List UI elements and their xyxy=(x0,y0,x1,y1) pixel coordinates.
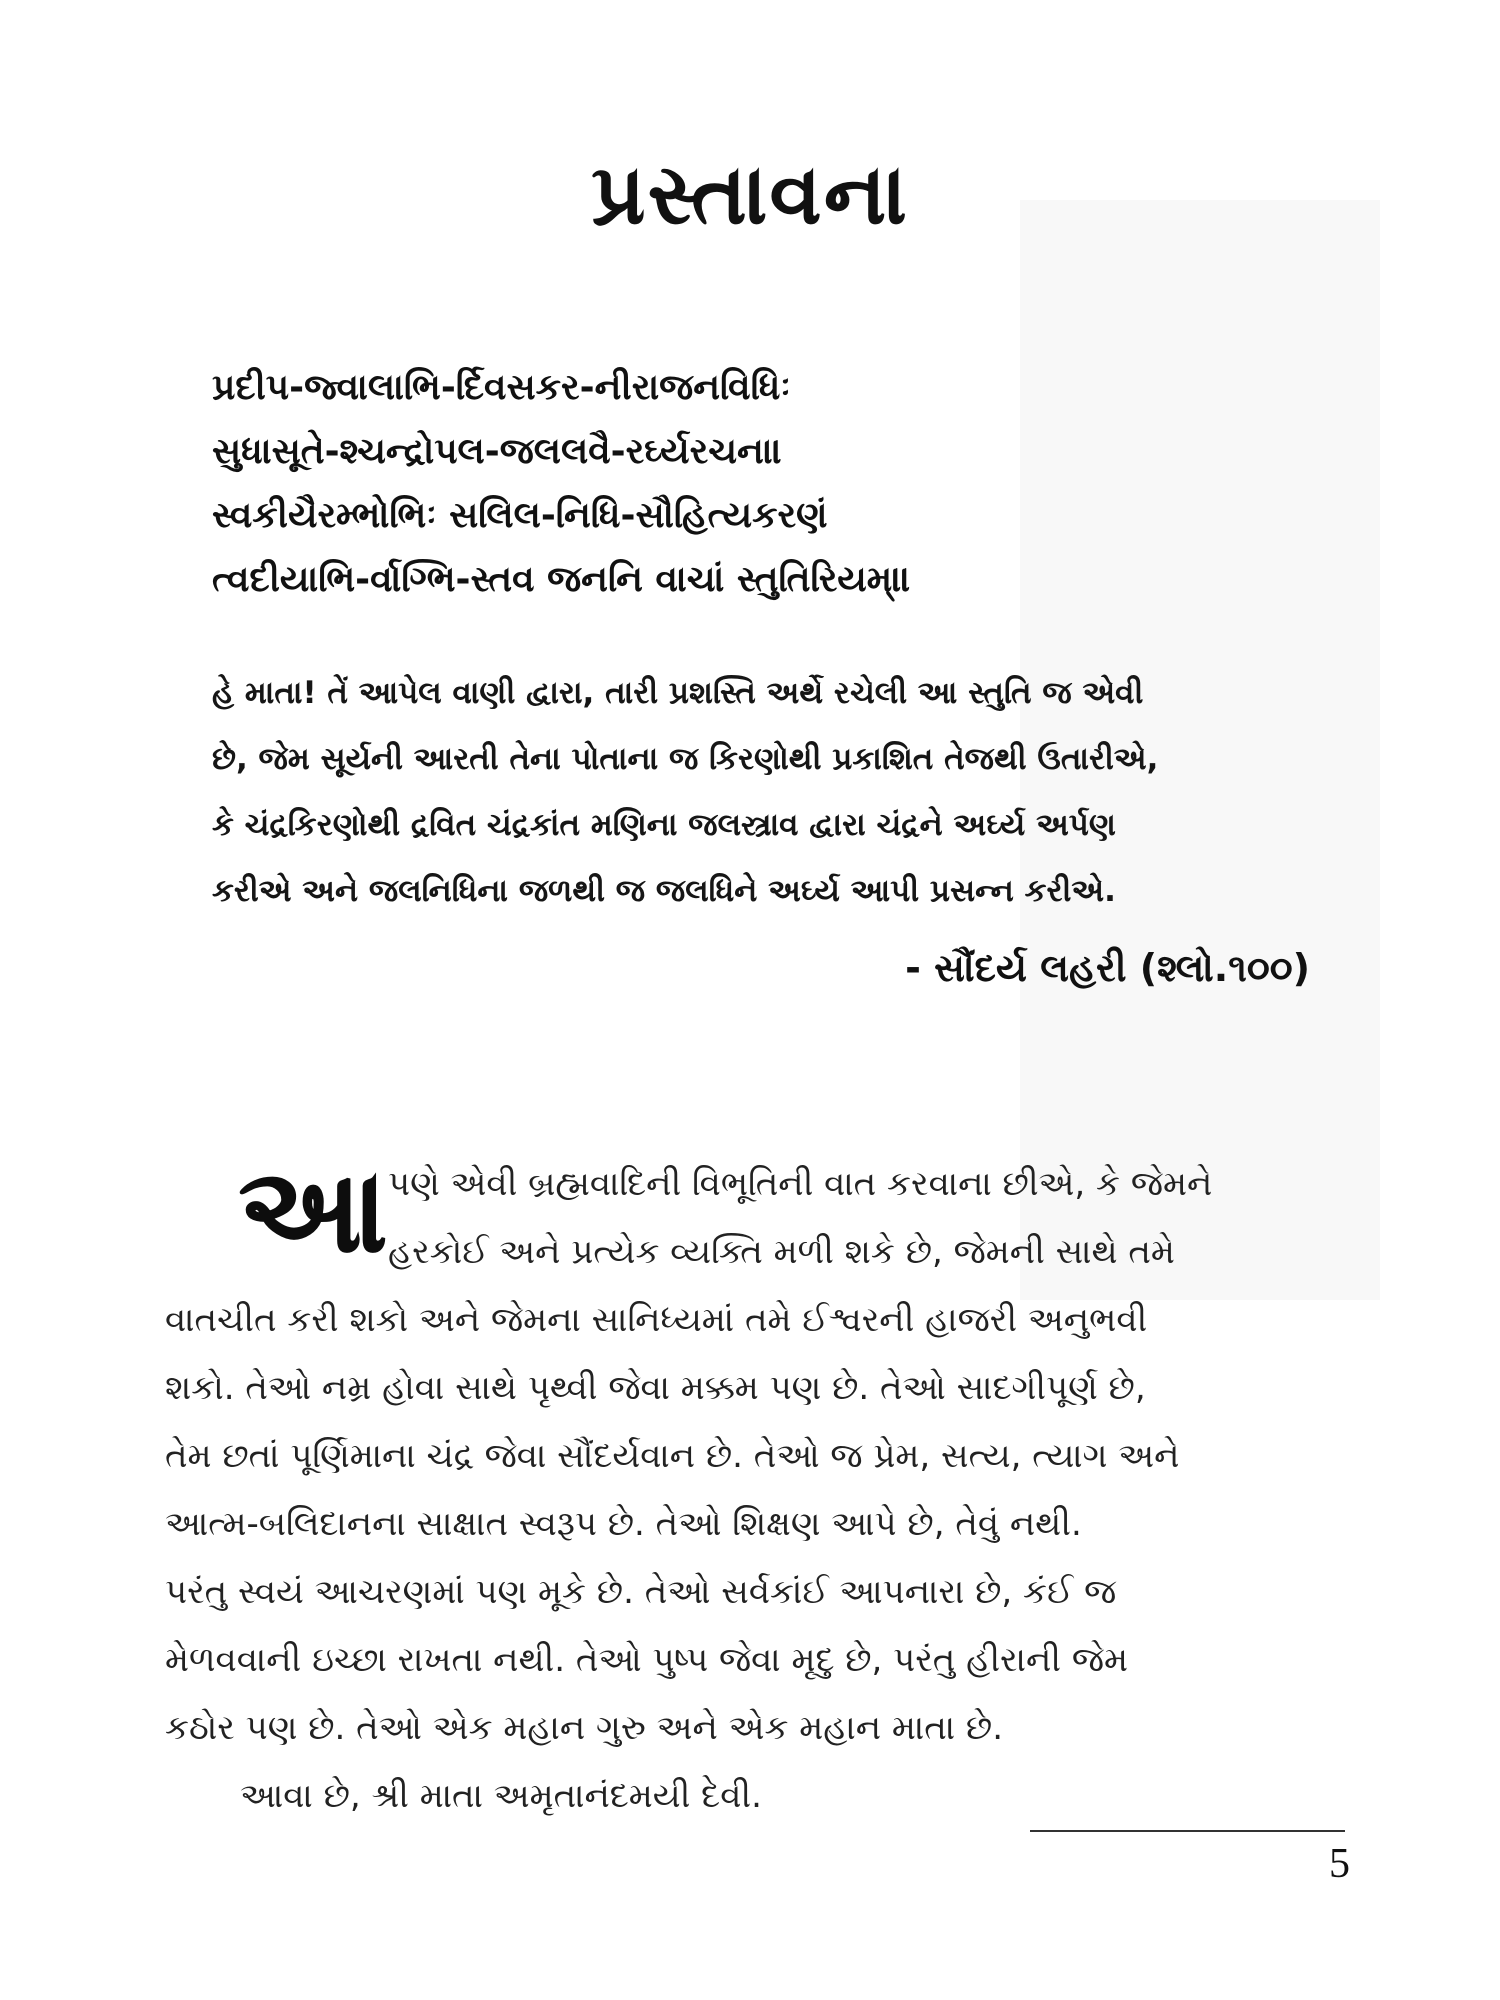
verse-attribution: - સૌંદર્ય લહરી (શ્લો.૧૦૦) xyxy=(905,946,1310,990)
page-number: 5 xyxy=(1329,1841,1350,1887)
body-line: શકો. તેઓ નમ્ર હોવા સાથે પૃથ્વી જેવા મક્કમ પણ છે. તેઓ સાદગીપૂર્ણ છે, xyxy=(165,1368,1146,1408)
body-line: મેળવવાની ઇચ્છા રાખતા નથી. તેઓ પુષ્પ જેવા મૃદુ છે, પરંતુ હીરાની જેમ xyxy=(165,1640,1128,1680)
meaning-line: કે ચંદ્રકિરણોથી દ્રવિત ચંદ્રકાંત મણિના જલસ્ત્રાવ દ્વારા ચંદ્રને અર્ઘ્ય અર્પણ xyxy=(212,807,1116,843)
verse-line: સુધાસૂતે-શ્ચન્દ્રોપલ-જલલવૈ-રર્ઘ્યરચના। xyxy=(212,431,783,472)
drop-cap: આ xyxy=(238,1141,385,1279)
meaning-line: કરીએ અને જલનિધિના જળથી જ જલધિને અર્ઘ્ય આપી પ્રસન્ન કરીએ. xyxy=(212,873,1116,909)
body-line: પરંતુ સ્વયં આચરણમાં પણ મૂકે છે. તેઓ સર્વકાંઈ આપનારા છે, કંઈ જ xyxy=(165,1572,1117,1612)
verse-line: ત્વદીયાભિ-ર્વાગ્ભિ-સ્તવ જનનિ વાચાં સ્તુતિરિયમ્॥ xyxy=(212,559,912,600)
meaning-line: હે માતા! તેં આપેલ વાણી દ્વારા, તારી પ્રશસ્તિ અર્થે રચેલી આ સ્તુતિ જ એવી xyxy=(212,675,1144,711)
body-line: તેમ છતાં પૂર્ણિમાના ચંદ્ર જેવા સૌંદર્યવાન છે. તેઓ જ પ્રેમ, સત્ય, ત્યાગ અને xyxy=(165,1436,1180,1476)
body-line: કઠોર પણ છે. તેઓ એક મહાન ગુરુ અને એક મહાન માતા છે. xyxy=(165,1708,1004,1748)
page-title: પ્રસ્તાવના xyxy=(591,145,909,243)
body-line: હરકોઈ અને પ્રત્યેક વ્યક્તિ મળી શકે છે, જેમની સાથે તમે xyxy=(388,1232,1175,1272)
verse-line: પ્રદીપ-જ્વાલાભિ-ર્દિવસકર-નીરાજનવિધિઃ xyxy=(212,367,791,408)
body-line: પણે એવી બ્રહ્મવાદિની વિભૂતિની વાત કરવાના છીએ, કે જેમને xyxy=(388,1164,1213,1204)
closing-line: આવા છે, શ્રી માતા અમૃતાનંદમયી દેવી. xyxy=(240,1776,762,1816)
footer-rule xyxy=(1030,1830,1345,1832)
body-line: આત્મ-બલિદાનના સાક્ષાત સ્વરૂપ છે. તેઓ શિક્ષણ આપે છે, તેવું નથી. xyxy=(165,1504,1082,1544)
sanskrit-verse xyxy=(212,356,1342,612)
body-line: વાતચીત કરી શકો અને જેમના સાનિધ્યમાં તમે ઈશ્વરની હાજરી અનુભવી xyxy=(165,1300,1148,1340)
meaning-line: છે, જેમ સૂર્યની આરતી તેના પોતાના જ કિરણોથી પ્રકાશિત તેજથી ઉતારીએ, xyxy=(212,741,1159,777)
verse-line: સ્વકીયૈરમ્ભોભિઃ સલિલ-નિધિ-સૌહિત્યકરણં xyxy=(212,495,828,536)
verse-meaning xyxy=(212,660,1332,924)
